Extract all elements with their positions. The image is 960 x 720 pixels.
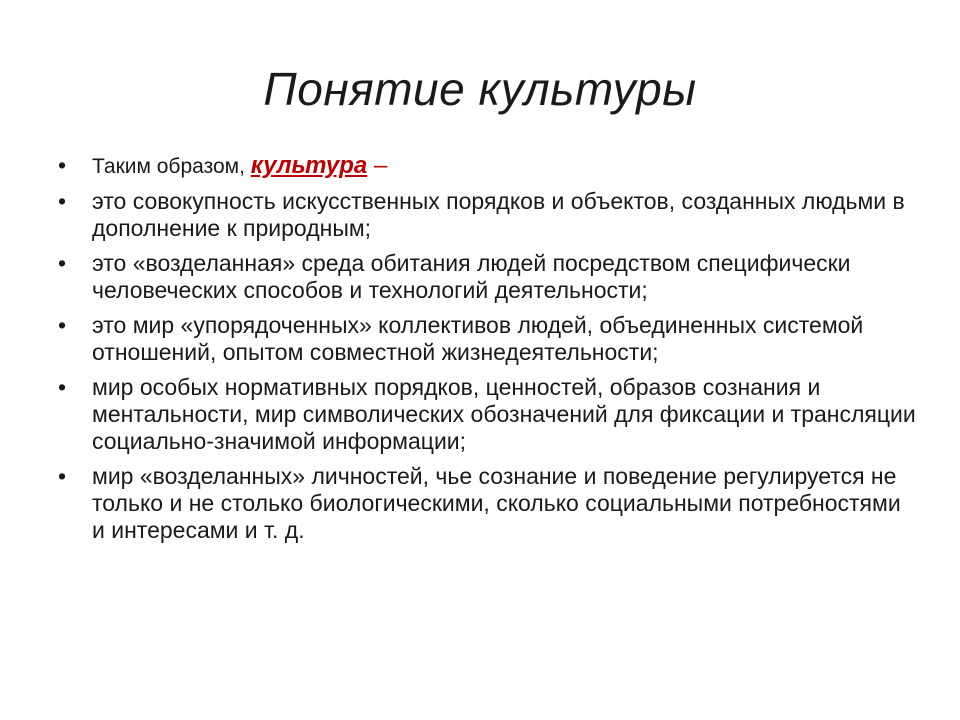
bullet-item [58, 312, 918, 366]
bullet-icon: • [58, 250, 67, 276]
bullet-list [58, 152, 918, 552]
bullet-item [58, 463, 918, 544]
bullet-item [58, 374, 918, 455]
intro-dash: – [367, 152, 388, 179]
highlighted-term: культура [250, 152, 368, 179]
bullet-text: это «возделанная» среда обитания людей посредством специфически человеческих способов и технологий деятельности; [92, 250, 851, 303]
bullet-icon: • [58, 188, 67, 214]
bullet-icon: • [58, 152, 67, 178]
slide-title: Понятие культуры [263, 63, 697, 115]
bullet-icon: • [58, 374, 67, 400]
intro-prefix: Таким образом, [92, 155, 251, 178]
bullet-text: это мир «упорядоченных» коллективов людей, объединенных системой отношений, опытом совместной жизнедеятельности; [92, 312, 864, 365]
bullet-text: это совокупность искусственных порядков и объектов, созданных людьми в дополнение к природным; [92, 188, 905, 241]
bullet-text: мир особых нормативных порядков, ценностей, образов сознания и ментальности, мир символических обозначений для фиксации и трансляции социально-значимой информации; [92, 374, 916, 454]
bullet-item [58, 250, 918, 304]
bullet-icon: • [58, 463, 67, 489]
bullet-item [58, 188, 918, 242]
bullet-icon: • [58, 312, 67, 338]
bullet-text: мир «возделанных» личностей, чье сознание и поведение регулируется не только и не столько биологическими, сколько социальными потребностями и интересами и т. д. [92, 463, 901, 543]
bullet-item-intro [58, 152, 918, 180]
